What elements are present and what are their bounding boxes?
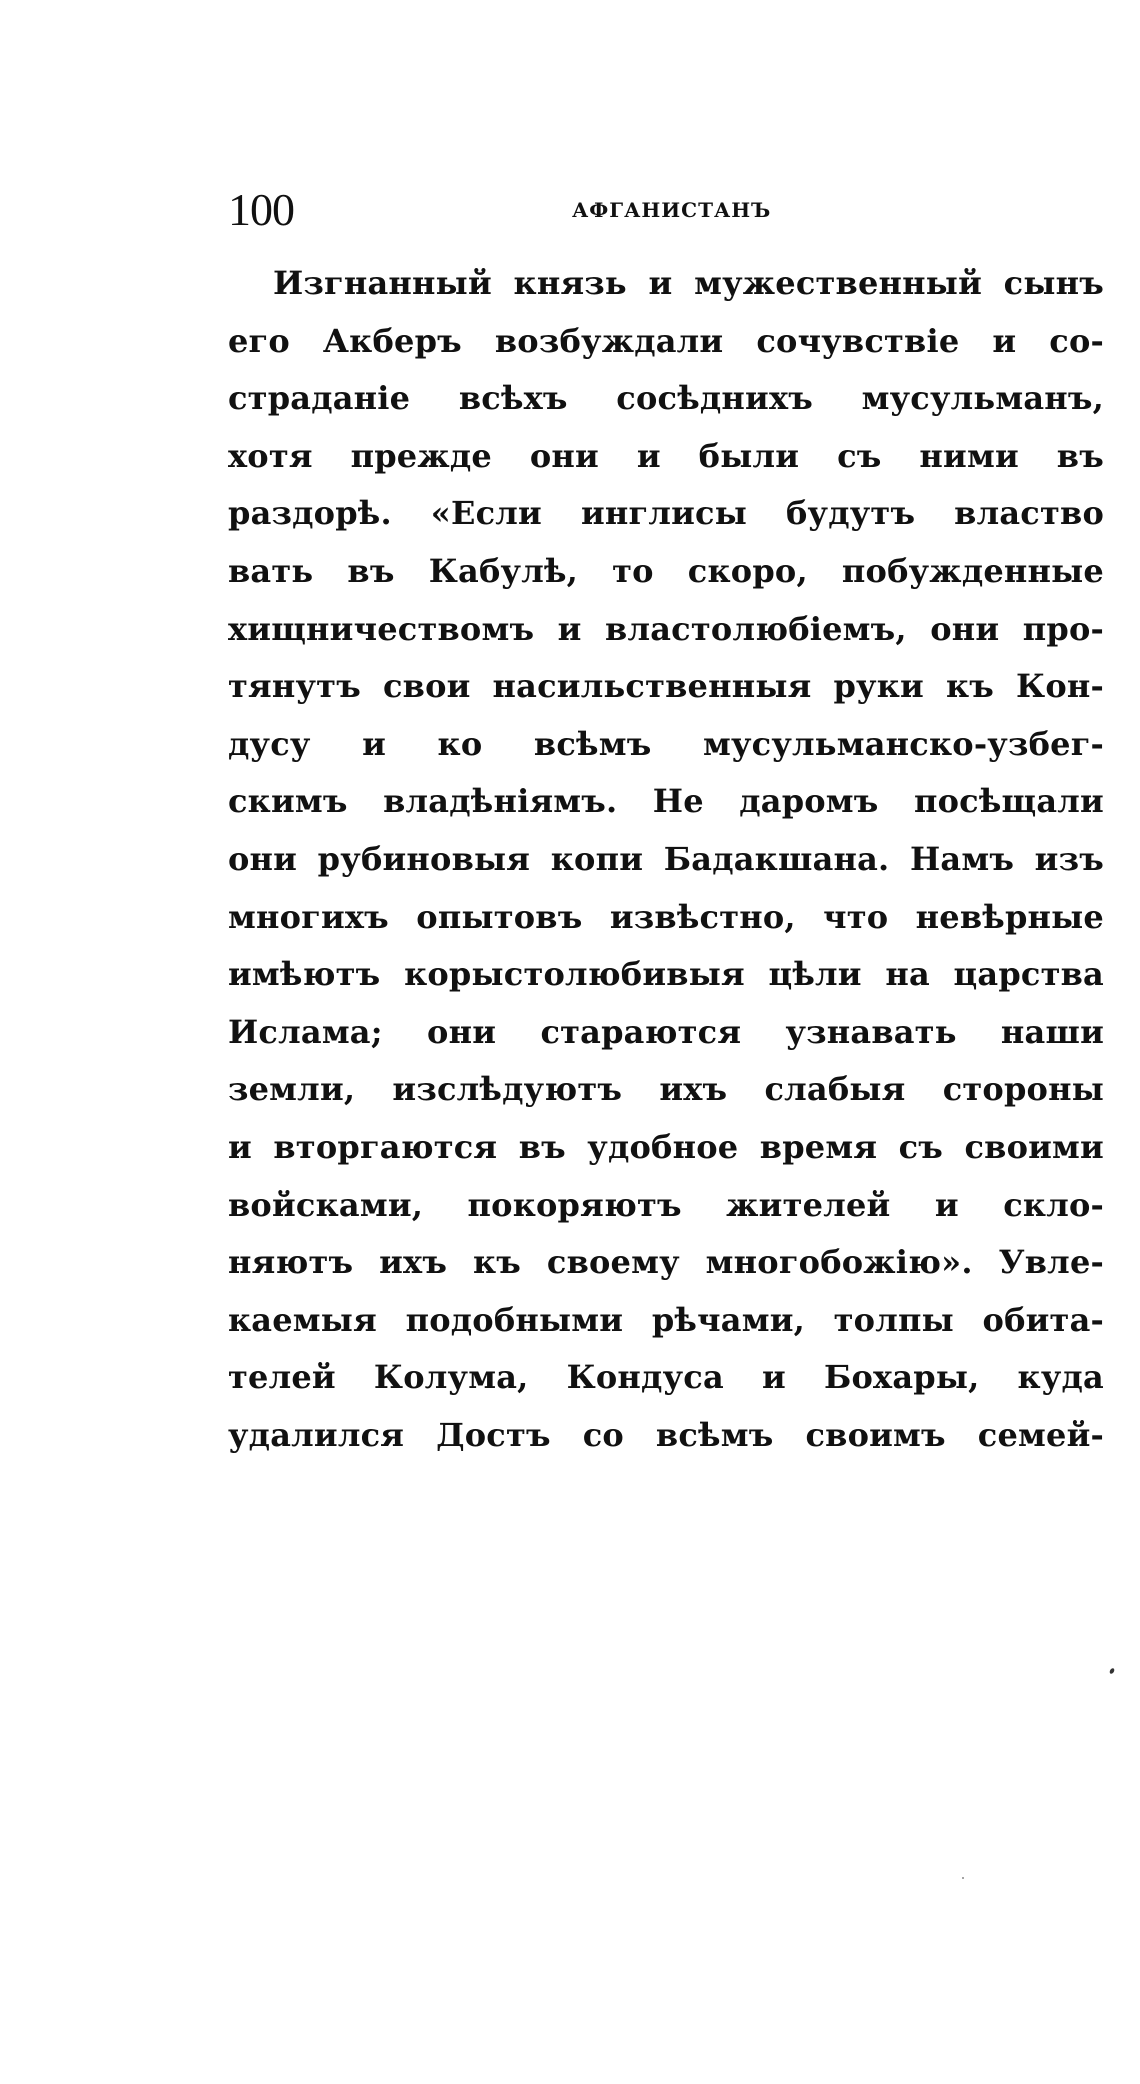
text-line: Ислама; они стараются узнавать наши [228,1012,1104,1051]
text-line: раздорѣ. «Если инглисы будутъ властво [228,494,1104,533]
text-line: они рубиновыя копи Бадакшана. Намъ изъ [228,839,1104,878]
text-line: многихъ опытовъ извѣстно, что невѣрные [228,897,1104,936]
text-line: страданіе всѣхъ сосѣднихъ мусульманъ, [228,379,1104,418]
text-line: и вторгаются въ удобное время съ своими [228,1127,1104,1166]
text-line: дусу и ко всѣмъ мусульманско-узбег- [228,724,1104,763]
text-line: няютъ ихъ къ своему многобожію». Увле- [228,1243,1104,1282]
text-line: его Акберъ возбуждали сочувствіе и со- [228,321,1104,360]
text-line: тянутъ свои насильственныя руки къ Кон- [228,667,1104,706]
text-line: телей Колума, Кондуса и Бохары, куда [228,1358,1104,1397]
body-text [228,255,1104,1464]
text-line: удалился Достъ со всѣмъ своимъ семей- [228,1415,1104,1454]
text-line: вать въ Кабулѣ, то скоро, побужденные [228,551,1104,590]
text-line: хищничествомъ и властолюбіемъ, они про- [228,609,1104,648]
text-line: скимъ владѣніямъ. Не даромъ посѣщали [228,782,1104,821]
running-title: АФГАНИСТАНЪ [572,198,772,222]
text-line: земли, изслѣдуютъ ихъ слабыя стороны [228,1070,1104,1109]
running-head [228,180,1104,240]
ink-speck [962,1877,964,1879]
text-line: имѣютъ корыстолюбивыя цѣли на царства [228,955,1104,994]
text-line: Изгнанный князь и мужественный сынъ [273,264,1104,302]
text-line: хотя прежде они и были съ ними въ [228,436,1104,475]
ink-speck [1109,1667,1115,1674]
page-number: 100 [228,184,294,235]
text-line: войсками, покоряютъ жителей и скло- [228,1185,1104,1224]
text-line: каемыя подобными рѣчами, толпы обита- [228,1300,1104,1339]
